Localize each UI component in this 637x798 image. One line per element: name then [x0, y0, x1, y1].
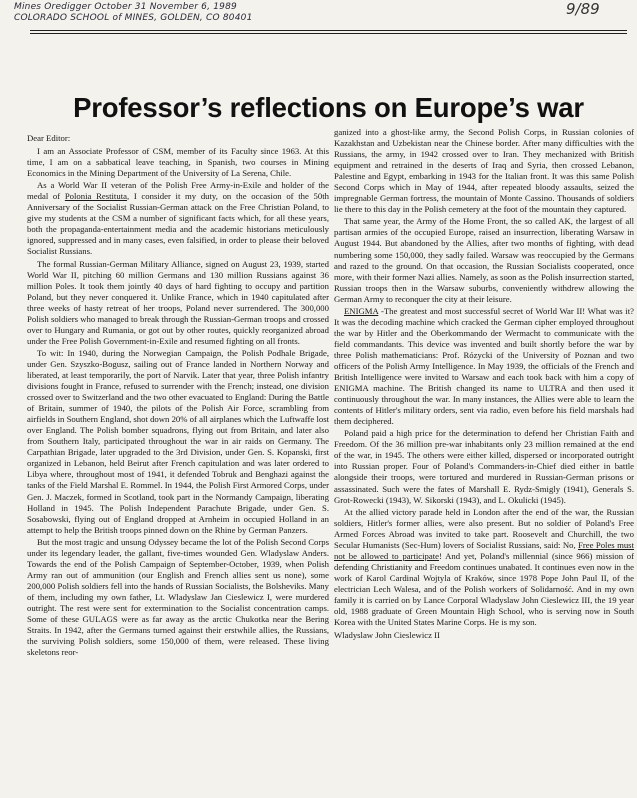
text-run: At the allied victory parade held in London after the end of the war, the Russian soldiers, Hitler's former allies, were also present. But no soldier of Poland's Free Armed Forces Abroad was invited to take part. Roosevelt and Churchill, the two Secular Humanists (Sec-Hum) lovers of Socialist Russians, said: No,: [334, 506, 634, 550]
enigma-heading: ENIGMA: [344, 305, 379, 316]
top-rule: [30, 30, 627, 31]
underlined-quote: Free Poles must not be allowed to participate: [334, 539, 634, 561]
paragraph: I am an Associate Professor of CSM, member of its Faculty since 1963. At this time, I am on a sabbatical leave teaching, in Spanish, two courses in Mining Economics in the Mining Department of the University of La Serena, Chile.: [27, 146, 329, 179]
article-column-left: [27, 133, 329, 658]
paragraph: But the most tragic and unsung Odyssey became the lot of the Polish Second Corps under its legendary leader, the gallant, five-times wounded Gen. Wladyslaw Anders. Towards the end of the Polish Campaign of September-October, 1939, when Polish Army ran out of ammunition (our English and French allies sent us none), some 200,000 Polish soldiers fell into the hands of Russian Socialists, the Bolsheviks. Many of them, including my own father, Lt. Wladyslaw Jan Cieslewicz I, were murdered outright. The rest were sent for extermination to the Socialist concentration camps. Some of these GULAGS were as far away as the arctic Chukotka near the Bering Straits. In 1942, after the Germans turned against their erstwhile allies, the Russians, the surviving Polish soldiers, some 150,000 of them, were released. These living skeletons reor-: [27, 536, 329, 658]
signature: Wladyslaw John Cieslewicz II: [334, 630, 440, 641]
paragraph: [27, 180, 329, 257]
page-title: Professor’s reflections on Europe’s war: [73, 92, 584, 123]
text-run: As a World War II veteran of the Polish Free Army-in-Exile and holder of the medal of: [27, 180, 329, 202]
medal-name: Polonia Restituta: [64, 191, 127, 202]
paragraph: ganized into a ghost-like army, the Second Polish Corps, in Russian colonies of Kazakhstan and Uzbekistan near the Chinese border. After many difficulties with the Russians, the army, in 1942 crossed over to Iran. They mechanized with British equipment and retrained in the deserts of Iraq and Syria, then crossed Lebanon, Palestine and Egypt, embarking in 1943 for the Italian front. It was this same Polish Second Corps which in May of 1944, after repeated bloody assaults, seized the impregnable German fortress, the mountain of Monte Cassino. Thousands of soldiers lie there to this day in the Polish cemetery at the foot of the mountain they captured.: [334, 127, 634, 215]
text-run: ! And yet, Poland's millennial (since 966) mission of defending Christianity and Freedom continues unabated. It continues even now in the work of Karol Cardinal Wojtyla of Kraków, since 1978 Pope John Paul II, of the electrician Lech Walesa, and of the Polish workers of Solidarność. And in my own family it is carried on by Lance Corporal Wladyslaw John Cieslewicz III, the 19 year old, 1988 graduate of Green Mountain High School, who is serving now in South Korea with the United States Marine Corps. He is my son.: [334, 550, 635, 628]
text-run: , I consider it my duty, on the occasion of the 50th Anniversary of the Socialist Russian-German attack on the Free Christian Poland, to give my students at the CSM a number of significant facts which, for all these years, both the propaganda-entertainment media and the academic historians meticulously ignored, suppressed and in many cases, even falsified, in order to please their beloved Socialist Russians.: [27, 191, 329, 257]
source-line-address: COLORADO SCHOOL of MINES, GOLDEN, CO 80401: [14, 12, 253, 23]
source-line-publication: Mines Oredigger October 31 November 6, 1989: [14, 2, 237, 12]
paragraph: [334, 306, 634, 428]
article-column-right: [334, 127, 634, 641]
paragraph: That same year, the Army of the Home Front, the so called AK, the largest of all partisan armies of the occupied Europe, raised an insurrection, liberating Warsaw in August 1944. But abandoned by the Allies, after two months of fighting, with dead numbering some 150,000, they sadly failed. Warsaw was reoccupied by the Germans and razed to the ground. On that occasion, the Russian Socialists cooperated, once more, with their former Nazi allies. Namely, as soon as the Polish insurrection started, Russian troops then in the Warsaw suburbs, conveniently withdrew allowing the German Army to reconquer the city at their leisure.: [334, 216, 634, 304]
text-run: -The greatest and most successful secret of World War II! What was it? It was the decoding machine which cracked the German cipher employed throughout the war by Hitler and the Oberkommando der Wermacht to communicate with the field commandants. This device was invented and built shortly before the war by three Polish mathematicians: Prof. Rózycki of the University of Poznan and two officers of the Polish Army Intelligence. In May 1939, the officials of the French and British Intelligence were invited to Warsaw and each took back with him a copy of ENIGMA machine. The British changed its name to ULTRA and then used it continuously throughout the war. In many instances, the Allies were able to learn the contents of Hitler's military orders, sent via radio, even before his field marshals had them deciphered.: [334, 305, 634, 427]
paragraph: [334, 507, 634, 629]
paragraph: The formal Russian-German Military Alliance, signed on August 23, 1939, started World War II, pitching 60 million Germans and 130 million Russians against 36 million Poles. It took them jointly 40 days of hard fighting to occupy and partition Poland, but they never conquered it. Unlike France, which in 1940 capitulated after three weeks of hasty retreat of her troops, Poland never surrendered. The 300,000 Polish soldiers who managed to break through the Russian-German troops and crossed over to Hungary and Rumania, or got out by other routes, quickly reorganized abroad under the Free Polish Government-in-Exile and resumed fighting on all fronts.: [27, 258, 329, 346]
paragraph: Poland paid a high price for the determination to defend her Christian Faith and Freedom. Of the 36 million pre-war inhabitants only 23 million remained at the end of the war, in 1945. The others were either killed, dispersed or incorporated outright into Russian proper. Four of Poland's Commanders-in-Chief died either in battle alongside their troops, were tortured and murdered in Russian-German prisons or assassinated. Such were the fates of Marshall E. Rydz-Smigly (1941), Generals S. Grot-Rowecki (1943), W. Sikorski (1943), and L. Okulicki (1945).: [334, 428, 634, 505]
source-annotation: [14, 2, 253, 23]
handwritten-date: 9/89: [566, 0, 600, 18]
salutation: Dear Editor:: [27, 133, 71, 143]
top-rule-thin: [30, 33, 627, 34]
paragraph: To wit: In 1940, during the Norwegian Campaign, the Polish Podhale Brigade, under Gen. Szyszko-Bogusz, sailing out of France landed in Northern Norway and liberated, at least temporarily, the port of Narvik. Later that year, three Polish infantry divisions fought in France, refused to surrender with the French; instead, one division crossed over to Switzerland and the two other evacuated to England: During the Battle of Britain, summer of 1940, the pilots of the Polish Air Force, scrambling from airfields in Southern England, shot down 20% of all airplanes which the Luftwaffe lost over England. The Polish bomber squadrons, flying out from Britain, and later also from Southern Italy, participated throughout the war in air raids on Germany. The Carpathian Brigade, later upgraded to the 3rd Division, under Gen. S. Kopanski, first organized in Lebanon, held Beirut after French capitulation and was later ordered to Libya where, throughout most of 1941, it defended Tobruk and Benghazi against the tanks of the Field Marshal E. Rommel. In 1944, the Polish First Armored Corps, under Gen. J. Maczek, formed in Scotland, took part in the Normandy Campaign, liberating Holland in 1945. The Polish Independent Parachute Brigade, under Gen. S. Sosabowski, flying out of England dropped at Arnheim in occupied Holland in an attempt to help the British troops pinned down on the Rhine by German Panzers.: [27, 347, 329, 535]
